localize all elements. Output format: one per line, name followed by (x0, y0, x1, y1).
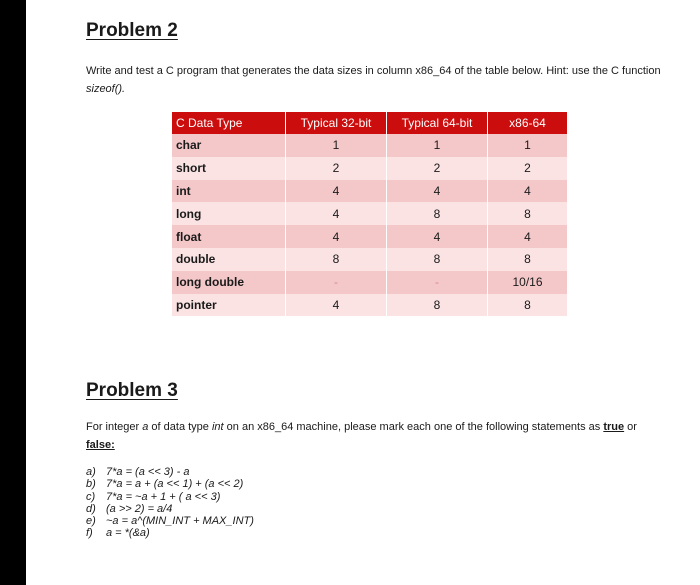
table-cell: short (172, 157, 286, 180)
table-row (172, 202, 568, 225)
table-cell: 8 (286, 248, 387, 271)
problem-3-intro-text: of data type (148, 421, 212, 433)
false-word: false: (86, 439, 115, 451)
list-marker: c) (86, 490, 96, 503)
variable-name: a (142, 421, 149, 433)
statement-text: a = *(&a) (106, 527, 150, 540)
table-cell: char (172, 134, 286, 157)
table-cell: 1 (286, 134, 387, 157)
table-cell: 1 (488, 134, 568, 157)
problem-2-title: Problem 2 (86, 20, 178, 41)
data-sizes-table (172, 112, 568, 316)
statement-list (86, 466, 254, 540)
table-cell: float (172, 225, 286, 248)
true-word: true (603, 421, 625, 433)
table-cell: 4 (286, 294, 387, 317)
table-cell: 2 (387, 157, 488, 180)
table-cell: 8 (387, 294, 488, 317)
table-cell: 8 (387, 202, 488, 225)
table-cell: - (286, 271, 387, 294)
list-marker: d) (86, 502, 96, 515)
statement-text: 7*a = (a << 3) - a (106, 466, 190, 478)
table-cell: 1 (387, 134, 488, 157)
list-item (86, 466, 254, 478)
table-cell: 2 (488, 157, 568, 180)
table-row (172, 157, 568, 180)
list-item (86, 478, 254, 490)
table-cell: long double (172, 271, 286, 294)
type-name: int (211, 421, 224, 433)
table-cell: 4 (387, 180, 488, 203)
table-cell: 8 (387, 248, 488, 271)
statement-text: 7*a = ~a + 1 + ( a << 3) (106, 490, 221, 503)
column-header: x86-64 (488, 112, 568, 134)
problem-2-instructions (86, 62, 666, 98)
problem-3-intro-text: For integer (86, 421, 143, 433)
problem-3-intro-text: or (624, 421, 637, 433)
list-marker: f) (86, 527, 93, 540)
sizeof-function-name: sizeof(). (86, 83, 126, 95)
table-row (172, 271, 568, 294)
table-row (172, 180, 568, 203)
table-cell: 4 (488, 180, 568, 203)
table-cell: long (172, 202, 286, 225)
table-row (172, 294, 568, 317)
table-row (172, 225, 568, 248)
table-cell: 4 (387, 225, 488, 248)
list-marker: b) (86, 478, 96, 491)
table-row (172, 248, 568, 271)
list-marker: a) (86, 466, 96, 478)
table-cell: double (172, 248, 286, 271)
table-cell: 4 (488, 225, 568, 248)
problem-3-intro-text: on an x86_64 machine, please mark each one of the following statements as (223, 421, 604, 433)
table-cell: - (387, 271, 488, 294)
list-item (86, 527, 254, 539)
table-cell: pointer (172, 294, 286, 317)
left-edge-bar (0, 0, 26, 585)
table-cell: 8 (488, 294, 568, 317)
statement-text: (a >> 2) = a/4 (106, 502, 173, 515)
table-cell: 4 (286, 202, 387, 225)
list-item (86, 515, 254, 527)
list-marker: e) (86, 515, 96, 528)
problem-2-intro-text: Write and test a C program that generates the data sizes in column x86_64 of the table below. Hint: use the C function (86, 65, 661, 77)
list-item (86, 491, 254, 503)
list-item (86, 503, 254, 515)
statement-text: ~a = a^(MIN_INT + MAX_INT) (106, 515, 254, 528)
table-cell: 4 (286, 225, 387, 248)
column-header: C Data Type (172, 112, 286, 134)
table-cell: 8 (488, 202, 568, 225)
table-cell: 10/16 (488, 271, 568, 294)
problem-3-instructions (86, 418, 656, 454)
column-header: Typical 64-bit (387, 112, 488, 134)
statement-text: 7*a = a + (a << 1) + (a << 2) (106, 478, 244, 491)
column-header: Typical 32-bit (286, 112, 387, 134)
table-row (172, 134, 568, 157)
table-cell: 4 (286, 180, 387, 203)
table-header-row (172, 112, 568, 134)
table-cell: 2 (286, 157, 387, 180)
problem-3-title: Problem 3 (86, 380, 178, 401)
table-cell: int (172, 180, 286, 203)
table-cell: 8 (488, 248, 568, 271)
